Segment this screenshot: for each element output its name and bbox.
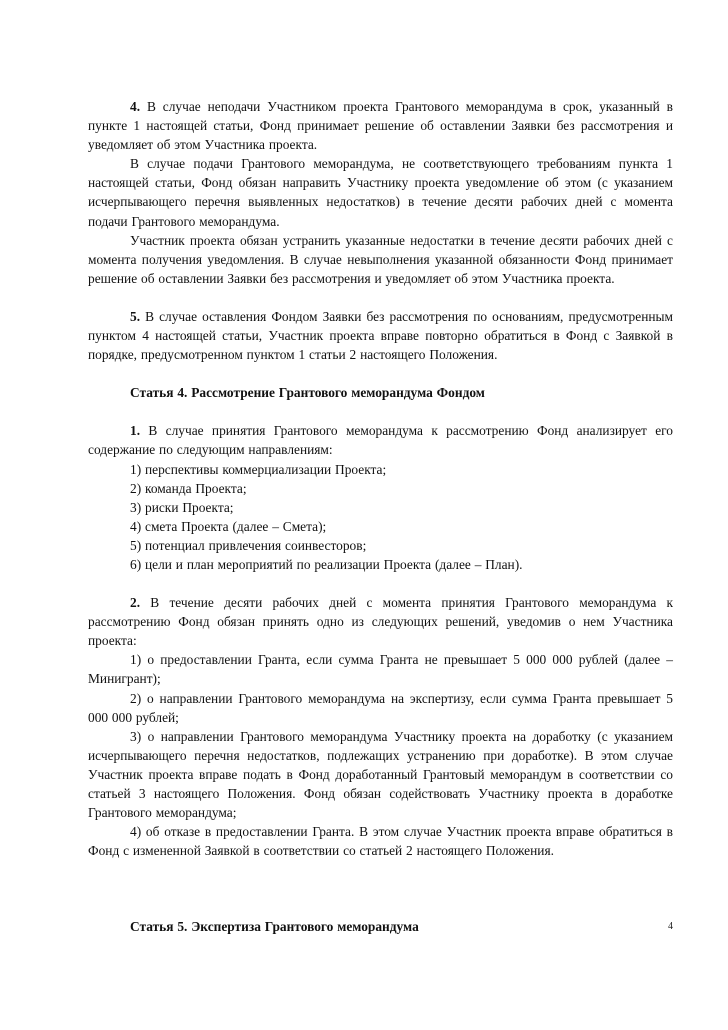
paragraph-article-4-item-2 — [88, 593, 673, 650]
paragraph-text: В случае оставления Фондом Заявки без рассмотрения по основаниям, предусмотренным пунктом 4 настоящей статьи, Участник проекта вправе повторно обратиться в Фонд с Заявкой в порядке, предусмотренном пунктом 1 статьи 2 настоящего Положения. — [88, 308, 673, 363]
list-item: 2) команда Проекта; — [130, 480, 247, 496]
decision-option: 2) о направлении Грантового меморандума на экспертизу, если сумма Гранта превышает 5 000 000 рублей; — [88, 690, 673, 725]
article-4-heading: Статья 4. Рассмотрение Грантового меморандума Фондом — [130, 385, 485, 401]
paragraph-item-4 — [88, 97, 673, 154]
item-number: 1. — [130, 423, 141, 439]
paragraph-text: В течение десяти рабочих дней с момента принятия Грантового меморандума к рассмотрению Фонд обязан принять одно из следующих решений, уведомив о нем Участника проекта: — [88, 595, 673, 649]
paragraph-text: В случае принятия Грантового меморандума к рассмотрению Фонд анализирует его содержание по следующим направлениям: — [88, 423, 673, 458]
paragraph-item-4-remedy: Участник проекта обязан устранить указанные недостатки в течение десяти рабочих дней с момента получения уведомления. В случае невыполнения указанной обязанности Фонд принимает решение об оставлении Заявки без рассмотрения и уведомляет об этом Участника проекта. — [88, 232, 673, 286]
paragraph-item-5 — [88, 307, 673, 364]
paragraph-item-4-deficient: В случае подачи Грантового меморандума, не соответствующего требованиям пункта 1 настоящей статьи, Фонд обязан направить Участнику проекта уведомление об этом (с указанием исчерпывающего перечня выявленных недостатков) в течение десяти рабочих дней с момента подачи Грантового меморандума. — [88, 156, 673, 229]
article-5-heading: Статья 5. Экспертиза Грантового меморандума — [130, 919, 419, 935]
paragraph-text: В случае неподачи Участником проекта Грантового меморандума в срок, указанный в пункте 1 настоящей статьи, Фонд принимает решение об оставлении Заявки без рассмотрения и уведомляет об этом Участника проекта. — [88, 99, 673, 153]
document-page — [88, 97, 673, 936]
list-item: 1) перспективы коммерциализации Проекта; — [130, 461, 387, 477]
list-item: 3) риски Проекта; — [130, 499, 234, 515]
list-item: 5) потенциал привлечения соинвесторов; — [130, 537, 367, 553]
paragraph-article-4-item-1 — [88, 421, 673, 459]
item-number: 2. — [130, 595, 141, 611]
decision-option: 1) о предоставлении Гранта, если сумма Гранта не превышает 5 000 000 рублей (далее – Минигрант); — [88, 652, 673, 687]
page-number: 4 — [668, 921, 673, 932]
item-number: 4. — [130, 99, 141, 114]
list-item: 6) цели и план мероприятий по реализации Проекта (далее – План). — [130, 556, 523, 572]
decision-option: 3) о направлении Грантового меморандума Участнику проекта на доработку (с указанием исчерпывающего перечня недостатков, подлежащих устранению при доработке). В этом случае Участник проекта вправе подать в Фонд доработанный Грантовый меморандум в соответствии со статьей 3 настоящего Положения. Фонд обязан содействовать Участнику проекта в доработке Грантового меморандума; — [88, 728, 673, 821]
decision-option: 4) об отказе в предоставлении Гранта. В этом случае Участник проекта вправе обратиться в Фонд с измененной Заявкой в соответствии со статьей 2 настоящего Положения. — [88, 824, 673, 859]
item-number: 5. — [130, 308, 141, 324]
list-item: 4) смета Проекта (далее – Смета); — [130, 518, 327, 534]
